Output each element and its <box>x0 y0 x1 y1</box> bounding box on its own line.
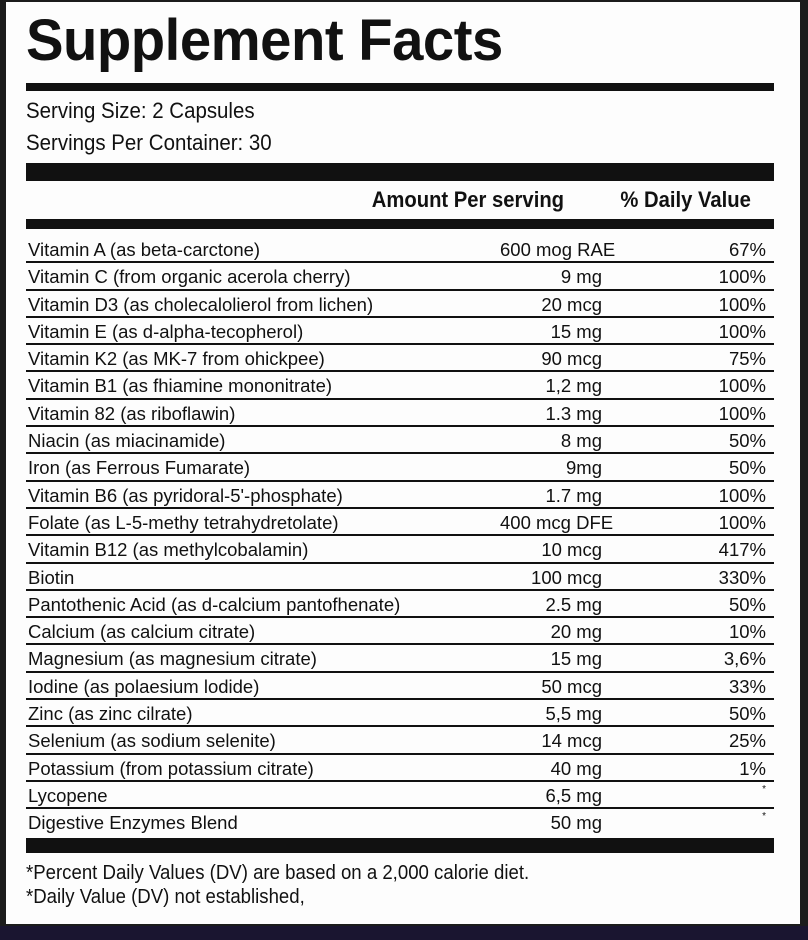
dv-not-established-marker: * <box>762 783 766 795</box>
nutrient-row <box>26 400 774 427</box>
dv-not-established-marker: * <box>762 811 766 823</box>
nutrient-row <box>26 236 774 263</box>
nutrient-row <box>26 482 774 509</box>
nutrient-row <box>26 591 774 618</box>
nutrient-row <box>26 782 774 809</box>
nutrient-row <box>26 427 774 454</box>
label-title: Supplement Facts <box>26 8 503 73</box>
nutrient-row <box>26 291 774 318</box>
nutrient-dv: 33% <box>728 675 766 697</box>
nutrient-dv: 10% <box>728 621 766 643</box>
nutrient-amount: 14 mcg <box>541 730 602 752</box>
nutrient-amount: 400 mcg DFE <box>500 511 614 533</box>
nutrient-row <box>26 755 774 782</box>
nutrient-dv: 25% <box>728 730 766 752</box>
nutrient-amount: 15 mg <box>550 320 602 342</box>
nutrient-dv: 50% <box>728 430 766 452</box>
nutrient-amount: 9mg <box>566 457 602 479</box>
nutrient-amount: 100 mcg <box>531 566 602 588</box>
nutrient-dv: 100% <box>718 402 766 424</box>
nutrient-name: Vitamin K2 (as MK-7 from ohickpee) <box>28 348 325 370</box>
nutrient-name: Selenium (as sodium selenite) <box>28 730 276 752</box>
nutrient-dv: 100% <box>718 484 766 506</box>
nutrient-dv: 100% <box>718 511 766 533</box>
nutrient-row <box>26 372 774 399</box>
nutrient-name: Biotin <box>28 566 75 588</box>
nutrient-name: Vitamin B6 (as pyridoral-5'-phosphate) <box>28 484 343 506</box>
nutrient-row <box>26 454 774 481</box>
nutrient-amount: 10 mcg <box>541 539 602 561</box>
nutrient-amount: 20 mg <box>550 621 602 643</box>
nutrient-name: Niacin (as miacinamide) <box>28 430 226 452</box>
column-header-amount: Amount Per serving <box>371 187 564 212</box>
nutrient-dv: 3,6% <box>723 648 766 670</box>
nutrient-amount: 40 mg <box>550 757 602 779</box>
divider-thick <box>26 83 774 91</box>
nutrient-amount: 600 mog RAE <box>500 239 616 260</box>
nutrient-name: Vitamin E (as d-alpha-tecopherol) <box>28 320 304 342</box>
divider-heavy <box>26 838 774 853</box>
nutrient-amount: 90 mcg <box>541 348 602 370</box>
nutrient-dv: 50% <box>728 703 766 725</box>
nutrient-name: Vitamin B12 (as methylcobalamin) <box>28 539 309 561</box>
nutrient-dv: 100% <box>718 266 766 288</box>
nutrient-name: Vitamin C (from organic acerola cherry) <box>28 266 351 288</box>
nutrient-dv: 75% <box>728 348 766 370</box>
nutrient-name: Vitamin A (as beta-carctone) <box>28 239 261 260</box>
nutrient-name: Lycopene <box>28 784 108 806</box>
nutrient-amount: 50 mcg <box>541 675 602 697</box>
nutrient-row <box>26 618 774 645</box>
nutrient-name: Zinc (as zinc cilrate) <box>28 703 193 725</box>
nutrient-amount: 5,5 mg <box>545 703 602 725</box>
supplement-facts-label <box>6 2 800 924</box>
nutrient-dv: 67% <box>728 239 766 260</box>
nutrient-dv: 1% <box>739 757 766 779</box>
nutrient-amount: 6,5 mg <box>545 784 602 806</box>
nutrient-row <box>26 700 774 727</box>
nutrient-row <box>26 263 774 290</box>
nutrient-amount: 1.3 mg <box>545 402 602 424</box>
nutrient-name: Iodine (as polaesium lodide) <box>28 675 260 697</box>
nutrient-dv: 50% <box>728 457 766 479</box>
nutrient-dv: 100% <box>718 375 766 397</box>
nutrient-name: Vitamin B1 (as fhiamine mononitrate) <box>28 375 333 397</box>
nutrient-amount: 1,2 mg <box>545 375 602 397</box>
nutrient-amount: 20 mcg <box>541 293 602 315</box>
nutrient-amount: 15 mg <box>550 648 602 670</box>
nutrient-amount: 8 mg <box>560 430 602 452</box>
nutrient-name: Calcium (as calcium citrate) <box>28 621 256 643</box>
nutrient-name: Folate (as L-5-methy tetrahydretolate) <box>28 511 339 533</box>
servings-per-container: Servings Per Container: 30 <box>26 130 272 155</box>
nutrient-name: Magnesium (as magnesium citrate) <box>28 648 317 670</box>
nutrient-dv: 100% <box>718 293 766 315</box>
nutrient-dv: 100% <box>718 320 766 342</box>
nutrient-row <box>26 564 774 591</box>
nutrient-row <box>26 509 774 536</box>
background-strip <box>0 926 808 940</box>
footnote-daily-values: *Percent Daily Values (DV) are based on a 2,000 calorie diet. <box>26 862 530 884</box>
divider-heavy <box>26 163 774 181</box>
nutrient-name: Potassium (from potassium citrate) <box>28 757 314 779</box>
nutrient-row <box>26 345 774 372</box>
nutrient-amount: 50 mg <box>550 812 602 834</box>
nutrient-row <box>26 809 774 836</box>
nutrient-name: Iron (as Ferrous Fumarate) <box>28 457 251 479</box>
nutrient-name: Vitamin 82 (as riboflawin) <box>28 402 236 424</box>
nutrient-dv: 330% <box>718 566 766 588</box>
nutrient-name: Pantothenic Acid (as d-calcium pantofhenate) <box>28 593 401 615</box>
nutrient-table <box>26 236 774 837</box>
divider-thick <box>26 219 774 229</box>
nutrient-row <box>26 536 774 563</box>
serving-size: Serving Size: 2 Capsules <box>26 98 255 123</box>
nutrient-amount: 9 mg <box>560 266 602 288</box>
nutrient-row <box>26 318 774 345</box>
column-header-daily-value: % Daily Value <box>620 187 751 212</box>
nutrient-row <box>26 727 774 754</box>
nutrient-dv: 417% <box>718 539 766 561</box>
nutrient-amount: 1.7 mg <box>545 484 602 506</box>
nutrient-name: Vitamin D3 (as cholecalolierol from lichen) <box>28 293 374 315</box>
nutrient-dv: 50% <box>728 593 766 615</box>
nutrient-row <box>26 645 774 672</box>
nutrient-amount: 2.5 mg <box>545 593 602 615</box>
footnote-dv-not-established: *Daily Value (DV) not established, <box>26 886 305 908</box>
nutrient-row <box>26 673 774 700</box>
nutrient-name: Digestive Enzymes Blend <box>28 812 238 834</box>
